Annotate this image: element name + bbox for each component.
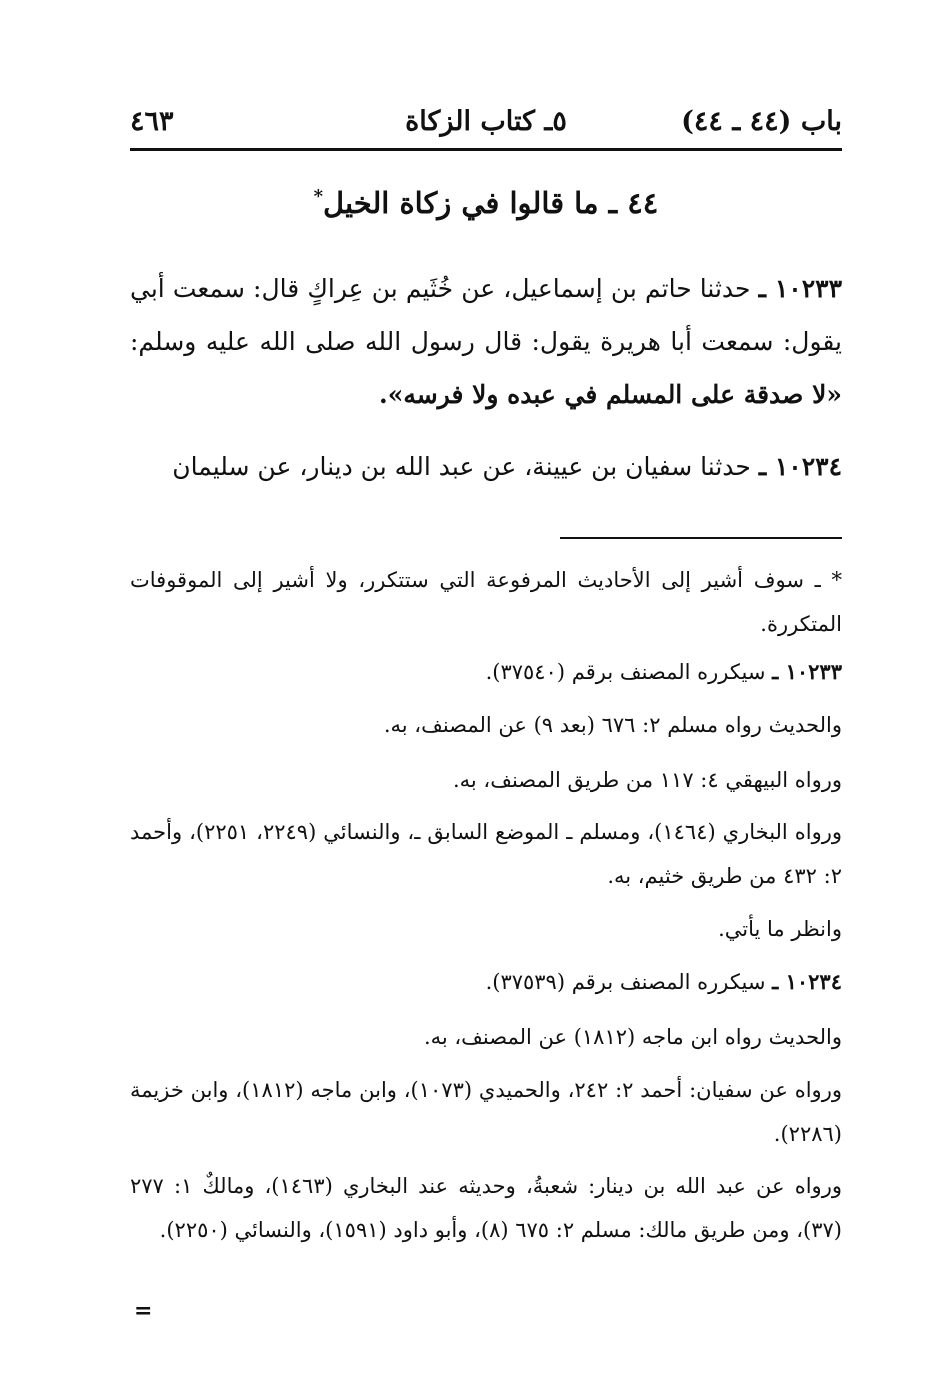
footnote-10234 bbox=[130, 960, 842, 1004]
footnote-line bbox=[130, 1164, 842, 1252]
footnote-line bbox=[130, 758, 842, 802]
footnote-line bbox=[130, 810, 842, 898]
footnote-10233 bbox=[130, 650, 842, 694]
running-header bbox=[130, 100, 842, 144]
footnote-text: ورواه عن عبد الله بن دينار: شعبةُ، وحديثه عند البخاري (١٤٦٣)، ومالكٌ ١: ٢٧٧ (٣٧)، ومن طريق مالك: مسلم ٢: ٦٧٥ (٨)، وأبو داود (١٥٩١)، والنسائي (٢٢٥٠). bbox=[130, 1174, 842, 1242]
footnote-separator bbox=[560, 537, 842, 539]
header-chapter-ref: باب (٤٤ ـ ٤٤) bbox=[681, 106, 842, 137]
footnote-line bbox=[130, 907, 842, 951]
footnote-marker: * bbox=[313, 186, 324, 207]
continuation-mark: = bbox=[134, 1298, 153, 1324]
header-rule bbox=[130, 148, 842, 151]
footnote-text: سيكرره المصنف برقم (٣٧٥٤٠). bbox=[485, 660, 766, 684]
header-book-title: ٥ـ كتاب الزكاة bbox=[405, 106, 567, 137]
hadith-text: حدثنا حاتم بن إسماعيل، عن خُثَيم بن عِراكٍ قال: سمعت أبي يقول: سمعت أبا هريرة يقول: قال رسول الله صلى الله عليه وسلم: bbox=[130, 274, 842, 356]
hadith-quote: «لا صدقة على المسلم في عبده ولا فرسه». bbox=[378, 380, 842, 409]
footnote-number: ١٠٢٣٣ ـ bbox=[772, 659, 842, 684]
footnote-line bbox=[130, 703, 842, 747]
footnote-text: سيكرره المصنف برقم (٣٧٥٣٩). bbox=[485, 970, 766, 994]
hadith-number: ١٠٢٣٤ ـ bbox=[758, 452, 842, 481]
footnote-text: وانظر ما يأتي. bbox=[718, 917, 842, 941]
footnote-line bbox=[130, 1015, 842, 1059]
hadith-10233 bbox=[130, 262, 842, 421]
hadith-text: حدثنا سفيان بن عيينة، عن عبد الله بن دينار، عن سليمان bbox=[172, 452, 751, 481]
footnote-text: * ـ سوف أشير إلى الأحاديث المرفوعة التي ستتكرر، ولا أشير إلى الموقوفات المتكررة. bbox=[130, 568, 842, 636]
footnote-line bbox=[130, 1068, 842, 1156]
footnote-text: ورواه البيهقي ٤: ١١٧ من طريق المصنف، به. bbox=[452, 768, 842, 792]
hadith-number: ١٠٢٣٣ ـ bbox=[758, 274, 843, 303]
footnote-text: والحديث رواه مسلم ٢: ٦٧٦ (بعد ٩) عن المصنف، به. bbox=[383, 713, 842, 737]
hadith-10234 bbox=[130, 440, 842, 493]
footnote-text: ورواه عن سفيان: أحمد ٢: ٢٤٢، والحميدي (١٠٧٣)، وابن ماجه (١٨١٢)، وابن خزيمة (٢٢٨٦). bbox=[130, 1078, 842, 1146]
footnote-star bbox=[130, 558, 842, 646]
footnote-text: والحديث رواه ابن ماجه (١٨١٢) عن المصنف، به. bbox=[423, 1025, 842, 1049]
page-number: ٤٦٣ bbox=[130, 106, 174, 137]
footnote-number: ١٠٢٣٤ ـ bbox=[772, 969, 842, 994]
chapter-title-text: ٤٤ ـ ما قالوا في زكاة الخيل bbox=[323, 186, 659, 220]
chapter-title bbox=[130, 186, 842, 220]
footnote-text: ورواه البخاري (١٤٦٤)، ومسلم ـ الموضع السابق ـ، والنسائي (٢٢٤٩، ٢٢٥١)، وأحمد ٢: ٤٣٢ من طريق خثيم، به. bbox=[130, 820, 843, 888]
